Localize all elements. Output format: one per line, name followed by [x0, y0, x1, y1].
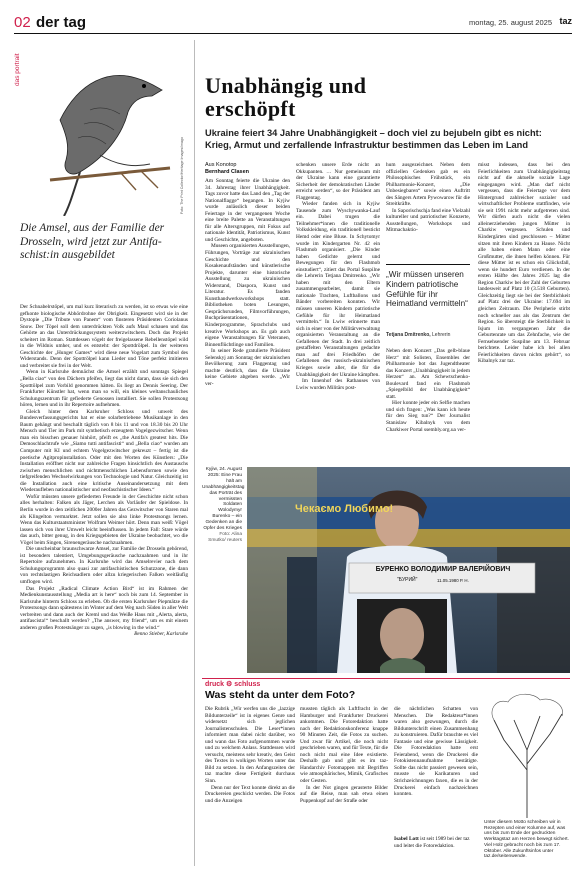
schluss-column-1 — [205, 706, 295, 870]
page-number: 02 — [14, 14, 31, 31]
photo-banner-call: "БУРИЙ" — [397, 577, 418, 583]
schluss-label-b: schluss — [234, 681, 261, 688]
article-paragraph: schenken unsere Erde nicht an Okkupanten. … Nur gemeinsam mit der Ukraine kann eine garantierte Sicherheit der demokratischen Länder erreicht werden“, so der Präsident am Flaggentag. — [296, 162, 380, 201]
photo-caption — [202, 467, 245, 544]
article-paragraph: hum ausgezeichnet. Neben dem offiziellen Gedenken gab es ein Philosophisches Frühstück, ein Philharmonie-Konzert, „Die Unbesiegbaren“ sowie einen Auftritt des Sängers Artem Pywowarow für die Streitkräfte. — [386, 162, 470, 208]
article-paragraph: misst indessen, dass bei den Feierlichkeiten zum Unabhängigkeitstag nicht auf die aktuelle soziale Lage eingegangen wird. „Man darf nicht vergessen, dass die Feiertage vor dem Hintergrund zahlreicher sozialer und wirtschaftlicher Probleme stattfinden, wie sie seit 1991 nicht mehr aufgetreten sind. Wir dürfen auch nicht die vielen alleinerziehenden jungen Mütter in Charkiw vergessen. Schulen und Kindergärten sind geschlossen – Mütter sitzen mit ihren Kindern zu Hause. Nicht alle haben einen Mann oder eine Großmutter, die ihnen helfen können. Für diese Mütter ist es schon ein Glücksfall, wenn sie hundert Euro verdienen. In der ersten Hälfte des Jahres 2025 lag die Region Charkiw bei der Zahl der Geburten landesweit auf Platz 10 (3.518 Geburten). Gleichzeitig liegt sie bei der Sterblichkeit auf Platz drei der Ukraine: 17.694 im gleichen Zeitraum. Die Peripherie stirbt noch schneller aus als das Zentrum der Region. So übersteigt die Sterblichkeit in Isjum im vergangenen Jahr die Geburtenrate um das Zehnfache, wie der Fernsehsender Suspilne am 13. Februar berichtete. Leider habe ich bei allen Feierlichkeiten davon nichts gehört“, so Kibalnyk zur taz. — [478, 162, 570, 365]
portrait-kicker: das portrait — [14, 53, 21, 86]
article-paragraph: Im Innenhof des Rathauses von Lwiw wurden Militärs post- — [296, 378, 380, 391]
article-paragraph: Hier konnte jeder ein Selfie machen und sich fragen: „Was kann ich heute für den Sieg tun?“ Der Journalist Stanislaw Kibalnyk von dem Charkiwer Portal ssembly.org.ua ver- — [386, 400, 470, 433]
portrait-paragraph: Der Schnabelrstöpel, um mal kurz literarisch zu werden, ist so etwas wie eine gefkonte biologische Abhördrohne der Obrigkeit. Eingesetzt wird sie in der Dystopie „Die Tribute von Panem“ vom finsteren Präsidenten Coriolanus Snow. Der Töpel soll dem unterdrückten Volk aufs Maul schauen und das Gehörte an das Unterdrückungssystem weiterzwitschern. Doch das Projekt scheitert im Roman. Stattdessen vögelt der freigelassene Rebellenstöpel wild in die Wildnis umher, und es entsteht: der Spottdrölpel. In der weiteren Geschichte der „Hunger Games“ wird diese neue Vogelart zum Symbol des Widerstands. Denn der Spottrölpel kann Lieder und Töne perfekt imitieren und verbreitet sie frei in der Welt. — [20, 304, 188, 369]
page-header — [14, 12, 572, 32]
article-column-1 — [205, 178, 290, 462]
pullquote-name: Tetjana Dmitrenko, — [386, 332, 431, 338]
pullquote-rule-top — [386, 264, 470, 265]
portrait-paragraph: Die unscheinbar braunschwarze Amsel, zur Familie der Drosseln gehörend, ist besonders talentiert, Umgebungsgeräusche nachzuahmen und in ihr Repertoire aufzunehmen. In Karlsruhe wird das Amselrevier nach dem Schulungsprogramm also quasi zur antifaschistischen Schutzzone, die dann von rechtslastigen Reichsadlern oder allzu kriegerischen Falken weitläufig umflogen wird. — [20, 546, 188, 585]
article-photo — [247, 467, 570, 673]
article-paragraph: Wieder fanden sich in Kyjiw Tausende zum Wyschywanka-Lauf ein. Dabei trugen die Teilnehmer*innen die traditionelle Volkskleidung, ein traditionell bestickt Hemd oder eine Bluse. In Schytomyr wurde im Kindergarten Nr. 42 ein Flashmob organisiert. „Die Kinder haben Gedichte gelernt und Bewegungen für den Flashmob einstudiert“, zitiert das Portal Suspilne die Lehrerin Tetjana Dmitrenko. „Wir haben mit den Eltern zusammengearbeitet, damit sie nationale Trachten, Luftballons und Bänder vorbereiten konnten. Wir müssen unseren Kindern patriotische Gefühle für ihr Heimatland vermitteln.“ In Lwiw erinnerte man sich in einer von der Militärverwaltung organisierten Veranstaltung an die Gefallenen der Stadt. In drei zeitlich gestaffelten Veranstaltungen gedachte man auf drei Friedhöfen der Gefallenen des russisch-ukrainischen Krieges sowie aller, die für die Unabhängigkeit der Ukraine kämpften. — [296, 201, 380, 378]
schluss-rule-top — [202, 678, 570, 679]
photo-banner-dates: 11.05.1980 Р. Н. — [437, 578, 469, 583]
article-paragraph: In seiner Rede gratulierte Präsident Selenskyj am Sonntag der ukrainischen Bevölkerung zum Flaggentag und machte deutlich, dass die Ukraine keine Gebiete abgeben werde. „Wir ver- — [205, 348, 290, 387]
column-divider — [194, 40, 195, 866]
blackbird-illustration — [40, 40, 174, 216]
header-rule — [14, 33, 572, 34]
schluss-paragraph: die nächtlichen Schatten von Menschen. Die Redakteur*innen waren also gezwungen, durch die Bildunterschrift einen Zusammenhang zu konstruieren. Dafür brauchte es viel Fantasie und eine gewisse Lässigkeit. Die Fotoredaktion hatte erst Feierabend, wenn die Druckerei die Fotokistennanufnahme bestätigte. Sollte das nicht passiert gewesen sein, musste sie Karikaturen und Strichzeichnungen faxen, die es in der Druckerei einfach nachzeichnen konnten. — [394, 706, 478, 798]
schluss-illustration — [484, 690, 570, 818]
pullquote-role: Lehrerin — [432, 332, 451, 338]
article-column-4 — [478, 162, 570, 462]
schluss-paragraph: Die Rubrik „Wir werfen uns die „lazzige Bildunterzeile“ ist in eigenes Genre und widersetzt sich jeglichen Journalistenschulen. Die Leser*innen informiert man dabei nicht darüber, wo und wann das Foto aufgenommen wurde und zu welchem Anlass. Stattdessen wird versucht, meistens sehr kreativ, den Geist des Textes in wolkigen Worten unter das Bild zu setzen. In den Anfangszeiten der taz machte diese Fertigkeit durchaus Sinn. — [205, 706, 295, 785]
portrait-headline: Die Amsel, aus der Familie der Drosseln, wird jetzt zur Antifa-schist:in ausgebildet — [20, 222, 165, 261]
schluss-paragraph: In der Not gingen gerasterte Bilder auf die Reise, man sah etwa einen Puppenkopf auf der Straße oder — [300, 784, 388, 804]
portrait-photo-credit: Foto: The Print Collector/Heritage Images/imago — [180, 136, 184, 214]
schluss-author-name: Isabel Lott — [394, 836, 419, 842]
photo-banner-name: БУРЕНКО ВОЛОДИМИР ВАЛЕРІЙОВИЧ — [375, 566, 511, 573]
article-paragraph: Museen organisierten Ausstellungen, Führungen, Vorträge zur ukrainischen Geschichte und den Kosakenaufständen und künstlerische Projekte, darunter eine historische Ausstellung zu ukrainischen Widerstand, Diaspora, Kunst und Literatur. Es fanden Kunsthandwerksworkshops statt. Bibliotheken boten Lesungen, Gesprächsrunden, Filmvorführungen, Buchpräsentationen, Kinderprogramme, Sprachclubs und kreative Workshops an. Es gab auch eigene Veranstaltungen für Veteranen, Binnenflüchtlinge und Familien. — [205, 243, 290, 348]
article-subhead: Ukraine feiert 34 Jahre Unabhängigkeit – doch viel zu bejubeln gibt es nicht: Krieg, Armut und zerfallende Infrastruktur bestimmen das Leben im Land — [205, 128, 542, 150]
schluss-paragraph: mussten täglich als Luftfracht in der Hamburger und Frankfurter Druckerei ankommen. Die Fotoredaktion hatte nach der Redaktionskonferenz knappe 90 Minuten Zeit, die Fotos zu suchen. Und zwar für Artikel, die noch nicht geschrieben waren, und für Texte, für die noch nicht mal eine Idee existierte. Deshalb gab und gibt es im taz-Handarchiv Fotomappen mit Begriffen wie atmosphärisches, Mimik, Grafisches oder Gesten. — [300, 706, 388, 785]
schluss-label-a: druck — [205, 681, 225, 688]
schluss-headline: Was steht da unter dem Foto? — [205, 689, 356, 701]
schluss-label — [205, 680, 260, 688]
schluss-column-2 — [300, 706, 388, 870]
article-paragraph: Neben dem Konzert „Das gelb-blaue Herz“ mit Solisten, Ensembles der Philharmonie bot das Jugendtheater das Konzert „Unabhängigkeit in jedem Herzen“ an. Am Schewtschenko-Boulevard fand ein Flashmob „Spiegelbild der Unabhängigkeit“ statt. — [386, 348, 470, 400]
article-headline: Unabhängig und erschöpft — [205, 73, 367, 121]
article-paragraph: Am Sonntag feierte die Ukraine den 34. Jahrestag ihrer Unabhängigkeit. Tags zuvor hatte das Land den „Tag der Nationalflagge“ begangen. In Kyjiw wurde anlässlich dieser beiden Feiertage in der vergangenen Woche eine breite Palette an Veranstaltungen für alle Altersgruppen, mit Fokus auf nationale Identität, Patriotismus, Kunst und Geschichte, angeboten. — [205, 178, 290, 243]
article-dateline: Aus Konotop — [205, 162, 237, 168]
portrait-paragraph: Wofür müssten unsere gefiederten Freunde in der Geschichte nicht schon alles herhalten: Falken als Jäger, Lerchen als Vorläufer der Spieldose. In Berlin wurde in den zeitlichen 2000er Jahren das Gezwitscher von Staren mal als Klingelton vermarktet. Jetzt sollen sie also linke Protestsongs lernen. Wenn das Kulturstaatsminister Wolfram Weimer hört. Denn man weiß: Vögel lassen sich von ihrer Umwelt leicht beeinflussen. In jedem Fall: Stare würde das auch, bitter genug, in den Kriegsgebieten der Ukraine beobachtet, wo die Vögel beim Singen, Sirenengeräusche nachzuahmen. — [20, 493, 188, 546]
tree-line-drawing-icon — [484, 690, 570, 818]
portrait-paragraph: Wenn in Karlsruhe demnächst die Amsel erzählt und sonntags Spiegel „Bella ciao“ von den Dächern pfeifen, liegt das nicht daran, dass sie sich den Spotttölpel zum Vorbild genommen hätten. Es liegt an Dennis Seering. Der Frankfurter Künstler hat, wenn man so will, ein kleines weltanschauliches Schulungszentrum für gefiederte Genossen installiert. Sie sollen Protestsong hören, lernen und in ihr Repertoire aufnehmen. — [20, 369, 188, 409]
bird-drawing-icon — [40, 40, 174, 216]
schluss-side-note: Unter diesem Motto schreiben wir in Rezepten und einer Kolumne auf, was uns bis zum Ende der gedruckten Werktagstaz am Herzen bewegt sichert. Viel Holz gebracht noch bis zum 17. Oktober. Alle Zukunftsinfos unter taz.de/seitenwende. — [484, 820, 569, 860]
portrait-body — [20, 304, 188, 870]
article-byline: Bernhard Clasen — [205, 169, 250, 175]
page-date: montag, 25. august 2025 — [469, 18, 552, 27]
photo-caption-text: Kyjiw, 24. August 2025: Eine Frau hält am Unabhängigkeitstag das Porträt des vermissten Soldaten Wolodymyr Burenko – ein Gedenken an die Opfer des Krieges — [202, 467, 245, 532]
article-column-2 — [296, 162, 380, 462]
portrait-paragraph: Das Projekt „Radical Climate Action Bird“ ist im Rahmen der Medienkunstausstellung „Media art is here“ noch bis zum 14. September in Karlsruhe hinterm Schloss zu erleben. Ob die ersten Karlsruher Piepmätze die Protestsongs dann spätestens im Winter auf dem Weg nach Süden in aller Welt verbreiten und dann auch der Kreml und das Weiße Haus mit „Alerta, alerta, antifascista!“ beschallt werden? „The answer, my friend“, um es mit einem anderen großen Protestsänger zu sagen, „is blowing in the wind.“ — [20, 585, 188, 631]
pullquote-attribution — [386, 332, 470, 338]
schluss-author-bio: ist seit 1989 bei der taz und leitet die Fotoredaktion. — [394, 836, 470, 849]
pullquote: „Wir müssen unseren Kindern patriotische Gefühle für ihr Heimatland vermitteln“ — [386, 270, 468, 309]
photo-background-text: Чекаємо Любимо! — [295, 503, 394, 515]
article-column-3a — [386, 162, 470, 260]
schluss-paragraph: Denn nur der Text konnte direkt an die Druckereien geschickt werden. Die Fotos und die Anzeigen — [205, 784, 295, 804]
taz-logo: taz — [559, 16, 572, 26]
section-title: der tag — [36, 14, 87, 31]
schluss-separator-icon: ⚙ — [224, 681, 235, 688]
photo-credit: Foto: Alina Smutko/ reuters — [208, 531, 242, 543]
portrait-paragraph: Gleich hinter dem Karlsruher Schloss und unweit des Bundesverfassungsgerichts hat er eine solarbetriebene Musikanlage in den Baum gehängt und beschallt täglich von 8 bis 11 und von 18.30 bis 20 Uhr Mensch und Tier im Park mit synthetisch erzeugtem Vogelgezwitscher. Wenn man ein bisschen genauer hinhört, pfeift es „the Antifa's greatest hits. Die Demoschlachtrufe wie „Siamo tutti antifascisti“ und „Bella ciao“ wurden am Computer mit KI und echtem Vogelgezwitscher gekreuzt – fertig ist die poetische Agitpropinstallation. Oder mit den Worten des Künstlers: „Die Installation eröffnet nicht nur zahlreiche Fragen hinsichtlich des Austauschs zwischen menschlichen und nichtmenschlichen Lebensformen sowie den tiefgreifenden Wechselwirkungen von Technologie und Natur. Gleichzeitig ist die Installation auch eine kritische Auseinandersetzung mit dem Wiederaufleben nationalistischer und neofaschistischer Ideen.“ — [20, 408, 188, 494]
article-paragraph: In Saporischschja fand eine Vielzahl kultureller und patriotischer Konzerte, Ausstellungen, Workshops und Mitmachaktio- — [386, 207, 470, 234]
schluss-column-3 — [394, 706, 478, 834]
article-column-3b — [386, 348, 470, 462]
schluss-author-box — [394, 836, 478, 849]
portrait-author: Benno Stieber, Karlsruhe — [134, 631, 188, 638]
